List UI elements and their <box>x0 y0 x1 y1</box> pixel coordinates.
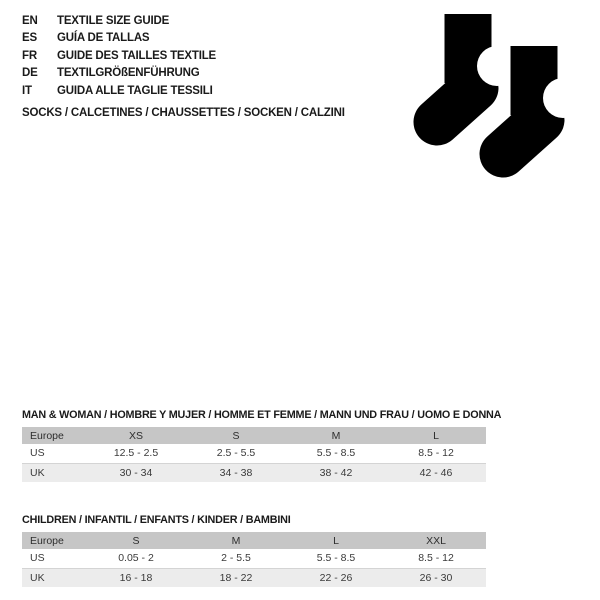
table-row-uk <box>22 568 486 587</box>
language-label: GUÍA DE TALLAS <box>57 32 150 45</box>
language-code: ES <box>22 32 37 45</box>
size-cell: 22 - 26 <box>319 571 353 584</box>
column-header-size: XXL <box>426 534 446 547</box>
column-header-size: S <box>132 534 140 547</box>
size-cell: 8.5 - 12 <box>418 552 454 565</box>
region-cell: US <box>30 447 45 460</box>
size-table-section-children <box>22 514 486 587</box>
column-header-size: L <box>433 429 439 442</box>
size-cell: 30 - 34 <box>119 466 153 479</box>
table-row-uk <box>22 463 486 482</box>
table-row-us <box>22 444 486 463</box>
language-row-de <box>22 65 216 83</box>
language-list <box>22 12 216 100</box>
size-cell: 2 - 5.5 <box>221 552 251 565</box>
size-cell: 16 - 18 <box>119 571 153 584</box>
column-header-size: L <box>333 534 339 547</box>
size-cell: 26 - 30 <box>419 571 453 584</box>
table-header-row <box>22 427 486 444</box>
column-header-region: Europe <box>30 429 64 442</box>
size-cell: 5.5 - 8.5 <box>316 552 356 565</box>
region-cell: UK <box>30 466 45 479</box>
language-code: DE <box>22 67 38 80</box>
language-row-en <box>22 12 216 30</box>
table-header-row <box>22 532 486 549</box>
language-row-es <box>22 30 216 48</box>
column-header-region: Europe <box>30 534 64 547</box>
table-title-children: CHILDREN / INFANTIL / ENFANTS / KINDER / BAMBINI <box>22 514 291 526</box>
column-header-size: S <box>232 429 240 442</box>
size-table-man-woman <box>22 427 486 482</box>
category-title: SOCKS / CALCETINES / CHAUSSETTES / SOCKEN / CALZINI <box>22 107 345 119</box>
language-label: TEXTILE SIZE GUIDE <box>57 14 170 27</box>
size-cell: 12.5 - 2.5 <box>113 447 159 460</box>
size-table-section-man-woman <box>22 409 502 482</box>
column-header-size: M <box>231 534 241 547</box>
region-cell: US <box>30 552 45 565</box>
language-row-it <box>22 82 216 100</box>
size-table-children <box>22 532 486 587</box>
size-cell: 8.5 - 12 <box>418 447 454 460</box>
region-cell: UK <box>30 571 45 584</box>
language-code: FR <box>22 49 37 62</box>
socks-icon <box>395 0 600 200</box>
size-cell: 5.5 - 8.5 <box>316 447 356 460</box>
column-header-size: XS <box>128 429 143 442</box>
size-cell: 0.05 - 2 <box>118 552 154 565</box>
column-header-size: M <box>331 429 341 442</box>
size-cell: 38 - 42 <box>319 466 353 479</box>
size-cell: 42 - 46 <box>419 466 453 479</box>
table-row-us <box>22 549 486 568</box>
language-code: IT <box>22 84 32 97</box>
table-title-man-woman: MAN & WOMAN / HOMBRE Y MUJER / HOMME ET FEMME / MANN UND FRAU / UOMO E DONNA <box>22 409 502 421</box>
language-code: EN <box>22 14 38 27</box>
language-row-fr <box>22 47 216 65</box>
language-label: GUIDA ALLE TAGLIE TESSILI <box>57 84 213 97</box>
size-cell: 2.5 - 5.5 <box>216 447 256 460</box>
size-cell: 34 - 38 <box>219 466 253 479</box>
language-label: GUIDE DES TAILLES TEXTILE <box>57 49 216 62</box>
language-label: TEXTILGRÖßENFÜHRUNG <box>57 67 200 80</box>
size-cell: 18 - 22 <box>219 571 253 584</box>
